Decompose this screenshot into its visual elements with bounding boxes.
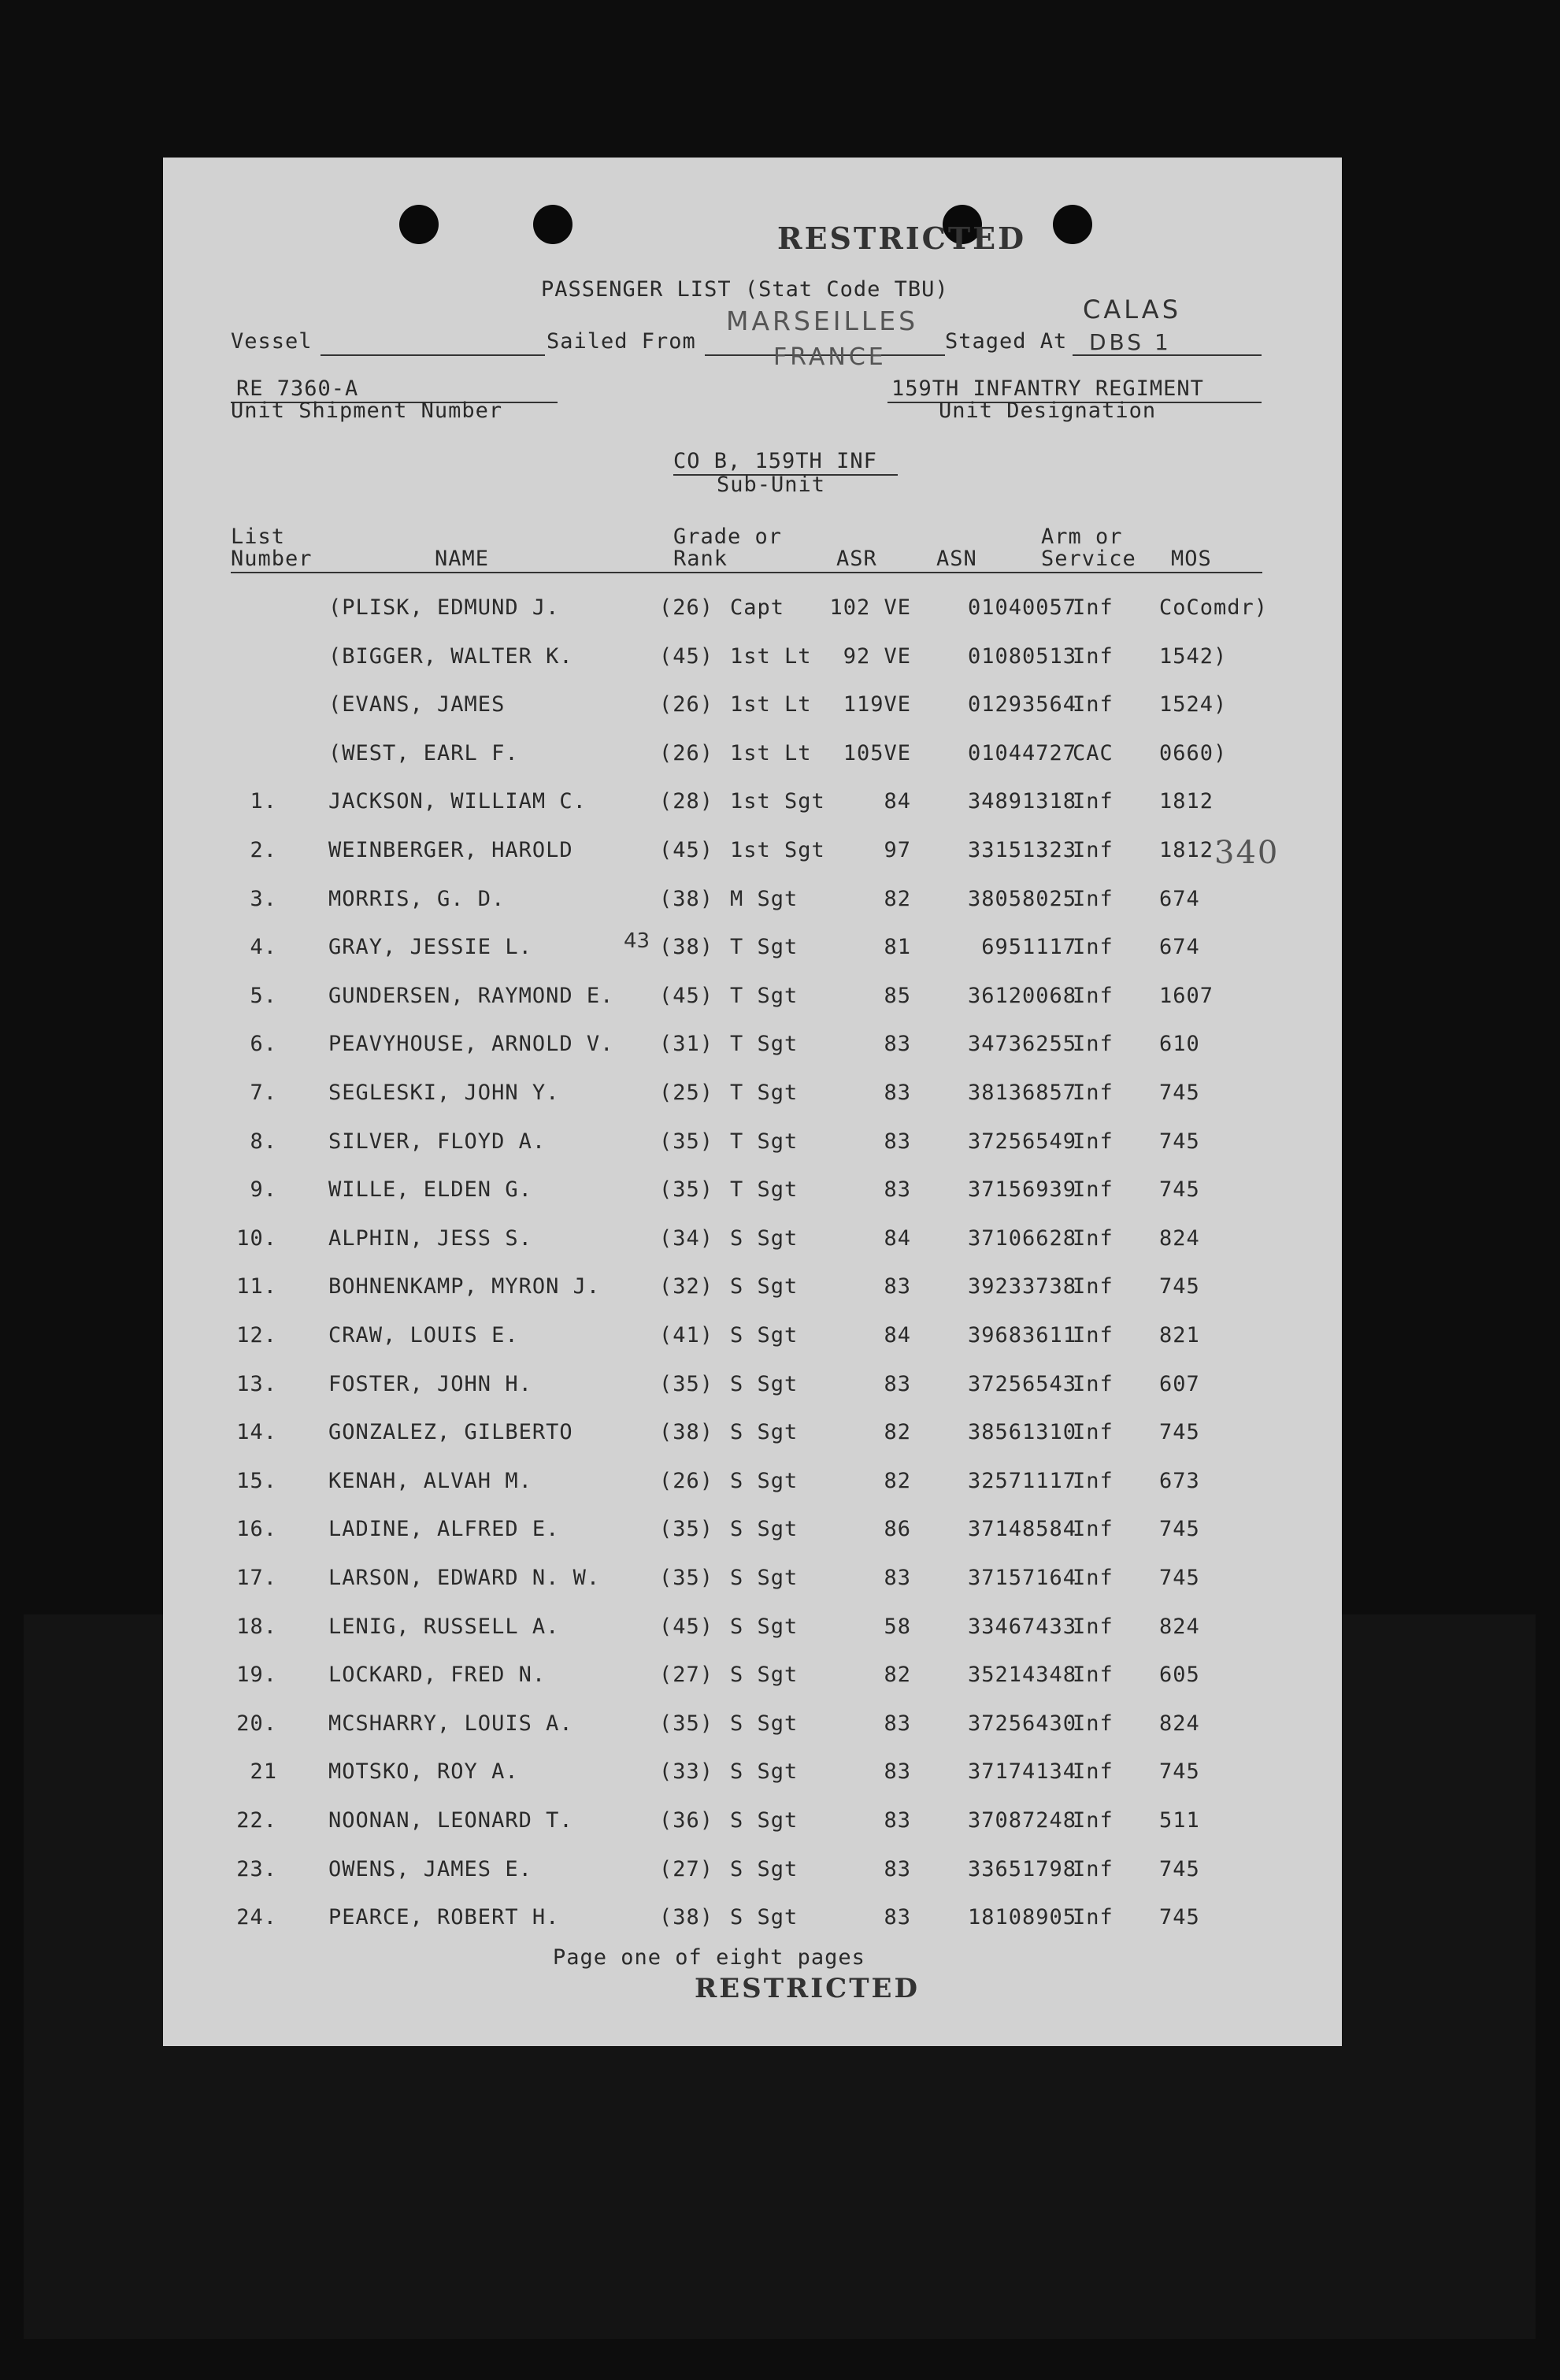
vessel-label: Vessel (231, 329, 313, 354)
passenger-arm: Inf (1073, 692, 1113, 717)
passenger-asr: 83 (884, 1759, 911, 1785)
passenger-mos: 607 (1159, 1371, 1200, 1396)
passenger-asr: 85 (884, 983, 911, 1008)
passenger-arm: Inf (1073, 1517, 1113, 1542)
handwritten-age-correction: 43 (624, 929, 650, 953)
passenger-rank: Capt (730, 595, 785, 620)
passenger-asn: 38058025 (967, 886, 1076, 911)
passenger-name: CRAW, LOUIS E. (328, 1323, 519, 1348)
table-row (163, 692, 1342, 724)
passenger-age: (25) (659, 1081, 714, 1105)
table-row (163, 1663, 1342, 1694)
passenger-asr: 82 (884, 1468, 911, 1493)
passenger-asn: 18108905 (967, 1905, 1076, 1930)
passenger-mos: 1812 (1159, 838, 1214, 862)
table-row (163, 1274, 1342, 1306)
list-number: 14. (236, 1420, 277, 1445)
list-number: 4. (250, 935, 277, 960)
passenger-asr: 86 (884, 1517, 911, 1542)
passenger-age: (38) (659, 1420, 714, 1445)
passenger-arm: Inf (1073, 1905, 1113, 1930)
passenger-name: SILVER, FLOYD A. (328, 1129, 547, 1154)
list-number: 5. (250, 983, 277, 1008)
punch-hole (1053, 205, 1092, 244)
table-row (163, 887, 1342, 918)
table-row (163, 838, 1342, 869)
passenger-age: (35) (659, 1517, 714, 1542)
staged-at-label: Staged At (945, 329, 1068, 354)
passenger-asr: 83 (884, 1905, 911, 1930)
passenger-arm: Inf (1073, 643, 1113, 669)
passenger-asn: 33467433 (967, 1614, 1076, 1639)
passenger-rank: T Sgt (730, 1032, 799, 1057)
passenger-name: MOTSKO, ROY A. (328, 1759, 519, 1785)
passenger-age: (33) (659, 1759, 714, 1785)
col-arm: Arm or (1041, 525, 1123, 549)
passenger-asn: 6951117 (981, 935, 1076, 960)
sailed-from-country: FRANCE (773, 343, 887, 371)
passenger-name: KENAH, ALVAH M. (328, 1468, 532, 1493)
passenger-age: (36) (659, 1808, 714, 1833)
passenger-mos: 745 (1159, 1081, 1200, 1105)
passenger-arm: Inf (1073, 789, 1113, 814)
passenger-name: WILLE, ELDEN G. (328, 1177, 532, 1203)
passenger-mos: 1607 (1159, 983, 1214, 1008)
passenger-asn: 38136857 (967, 1081, 1076, 1105)
passenger-name: MCSHARRY, LOUIS A. (328, 1711, 573, 1736)
passenger-name: WEINBERGER, HAROLD (328, 838, 573, 862)
passenger-name: LADINE, ALFRED E. (328, 1517, 560, 1542)
passenger-asr: 83 (884, 1274, 911, 1299)
staged-at-line (1073, 354, 1262, 356)
passenger-mos: 674 (1159, 886, 1200, 911)
table-row (163, 1905, 1342, 1937)
table-row (163, 1323, 1342, 1355)
list-number: 13. (236, 1371, 277, 1396)
passenger-mos: 0660) (1159, 740, 1228, 766)
header-rule (231, 572, 1262, 573)
passenger-age: (32) (659, 1274, 714, 1299)
passenger-asr: 83 (884, 1371, 911, 1396)
passenger-name: ALPHIN, JESS S. (328, 1225, 532, 1251)
restricted-stamp-bottom: RESTRICTED (695, 1973, 920, 2004)
page-footer: Page one of eight pages (553, 1945, 865, 1970)
list-number: 21 (250, 1759, 277, 1785)
passenger-asr: 81 (884, 935, 911, 960)
passenger-rank: T Sgt (730, 1081, 799, 1105)
passenger-rank: S Sgt (730, 1663, 799, 1688)
table-row (163, 741, 1342, 773)
passenger-mos: 824 (1159, 1614, 1200, 1639)
passenger-asn: 37256549 (967, 1129, 1076, 1154)
passenger-mos: 1524) (1159, 692, 1228, 717)
passenger-arm: Inf (1073, 1032, 1113, 1057)
passenger-asn: 01080513 (967, 643, 1076, 669)
passenger-asr: 84 (884, 1323, 911, 1348)
passenger-name: (PLISK, EDMUND J. (328, 595, 560, 620)
handwritten-margin-number: 340 (1214, 835, 1280, 871)
table-row (163, 1614, 1342, 1646)
passenger-asr: 83 (884, 1566, 911, 1590)
passenger-arm: Inf (1073, 595, 1113, 620)
passenger-mos: 745 (1159, 1420, 1200, 1445)
list-number: 9. (250, 1177, 277, 1203)
passenger-asr: 84 (884, 789, 911, 814)
passenger-mos: 610 (1159, 1032, 1200, 1057)
passenger-asn: 32571117 (967, 1468, 1076, 1493)
passenger-age: (26) (659, 595, 714, 620)
table-row (163, 789, 1342, 821)
passenger-asn: 38561310 (967, 1420, 1076, 1445)
list-number: 3. (250, 886, 277, 911)
list-number: 15. (236, 1468, 277, 1493)
passenger-age: (26) (659, 1468, 714, 1493)
table-row (163, 935, 1342, 966)
passenger-age: (31) (659, 1032, 714, 1057)
unit-shipment-number: RE 7360-A (236, 376, 359, 401)
passenger-asn: 33651798 (967, 1856, 1076, 1881)
table-row (163, 1759, 1342, 1791)
passenger-age: (45) (659, 1614, 714, 1639)
passenger-asr: 102 VE (829, 595, 911, 620)
passenger-asr: 119VE (843, 692, 911, 717)
table-row (163, 984, 1342, 1015)
passenger-arm: Inf (1073, 886, 1113, 911)
punch-hole (533, 205, 572, 244)
document-title: PASSENGER LIST (Stat Code TBU) (541, 277, 949, 302)
passenger-arm: Inf (1073, 1711, 1113, 1736)
passenger-asr: 83 (884, 1711, 911, 1736)
staged-at-value-2: DBS 1 (1089, 329, 1172, 355)
passenger-asn: 37106628 (967, 1225, 1076, 1251)
table-row (163, 1420, 1342, 1451)
passenger-mos: 824 (1159, 1225, 1200, 1251)
list-number: 20. (236, 1711, 277, 1736)
table-row (163, 1226, 1342, 1258)
passenger-mos: 745 (1159, 1517, 1200, 1542)
passenger-name: PEAVYHOUSE, ARNOLD V. (328, 1032, 614, 1057)
unit-designation: 159TH INFANTRY REGIMENT (891, 376, 1204, 401)
passenger-rank: T Sgt (730, 935, 799, 960)
list-number: 12. (236, 1323, 277, 1348)
passenger-rank: 1st Lt (730, 643, 812, 669)
passenger-asn: 34891318 (967, 789, 1076, 814)
passenger-arm: Inf (1073, 1614, 1113, 1639)
passenger-age: (38) (659, 886, 714, 911)
list-number: 19. (236, 1663, 277, 1688)
passenger-age: (38) (659, 935, 714, 960)
passenger-mos: 745 (1159, 1856, 1200, 1881)
passenger-asn: 37256543 (967, 1371, 1076, 1396)
passenger-name: BOHNENKAMP, MYRON J. (328, 1274, 601, 1299)
table-row (163, 1469, 1342, 1500)
passenger-arm: Inf (1073, 838, 1113, 862)
passenger-mos: CoComdr) (1159, 595, 1269, 620)
passenger-rank: S Sgt (730, 1759, 799, 1785)
restricted-stamp-top: RESTRICTED (777, 221, 1027, 256)
passenger-asr: 83 (884, 1177, 911, 1203)
passenger-asr: 97 (884, 838, 911, 862)
list-number: 11. (236, 1274, 277, 1299)
passenger-age: (35) (659, 1566, 714, 1590)
punch-hole (399, 205, 439, 244)
passenger-name: LENIG, RUSSELL A. (328, 1614, 560, 1639)
passenger-list-sheet (163, 158, 1342, 2046)
passenger-rank: T Sgt (730, 1177, 799, 1203)
passenger-name: GRAY, JESSIE L. (328, 935, 532, 960)
table-row (163, 595, 1342, 627)
list-number: 1. (250, 789, 277, 814)
passenger-asn: 36120068 (967, 983, 1076, 1008)
passenger-age: (35) (659, 1177, 714, 1203)
passenger-name: GUNDERSEN, RAYMOND E. (328, 983, 614, 1008)
passenger-mos: 673 (1159, 1468, 1200, 1493)
passenger-asn: 35214348 (967, 1663, 1076, 1688)
passenger-age: (27) (659, 1856, 714, 1881)
passenger-name: JACKSON, WILLIAM C. (328, 789, 587, 814)
col-mos: MOS (1171, 547, 1212, 571)
passenger-mos: 745 (1159, 1759, 1200, 1785)
passenger-mos: 745 (1159, 1129, 1200, 1154)
passenger-asn: 37174134 (967, 1759, 1076, 1785)
passenger-asn: 01040057 (967, 595, 1076, 620)
list-number: 17. (236, 1566, 277, 1590)
passenger-rank: S Sgt (730, 1856, 799, 1881)
col-service: Service (1041, 547, 1136, 571)
passenger-mos: 605 (1159, 1663, 1200, 1688)
passenger-name: FOSTER, JOHN H. (328, 1371, 532, 1396)
list-number: 23. (236, 1856, 277, 1881)
passenger-age: (28) (659, 789, 714, 814)
passenger-asr: 58 (884, 1614, 911, 1639)
col-name: NAME (435, 547, 490, 571)
passenger-asn: 01293564 (967, 692, 1076, 717)
passenger-rank: S Sgt (730, 1517, 799, 1542)
list-number: 6. (250, 1032, 277, 1057)
sub-unit-label: Sub-Unit (717, 473, 826, 497)
passenger-rank: 1st Sgt (730, 838, 825, 862)
list-number: 2. (250, 838, 277, 862)
passenger-asr: 92 VE (843, 643, 911, 669)
passenger-age: (34) (659, 1225, 714, 1251)
passenger-asr: 83 (884, 1856, 911, 1881)
passenger-rank: S Sgt (730, 1225, 799, 1251)
passenger-name: (WEST, EARL F. (328, 740, 519, 766)
passenger-arm: Inf (1073, 1129, 1113, 1154)
passenger-rank: S Sgt (730, 1905, 799, 1930)
list-number: 8. (250, 1129, 277, 1154)
passenger-rank: S Sgt (730, 1274, 799, 1299)
passenger-asn: 37148584 (967, 1517, 1076, 1542)
passenger-age: (35) (659, 1129, 714, 1154)
table-row (163, 1517, 1342, 1548)
passenger-asr: 83 (884, 1129, 911, 1154)
passenger-asn: 01044727 (967, 740, 1076, 766)
passenger-age: (35) (659, 1371, 714, 1396)
table-row (163, 1711, 1342, 1743)
passenger-mos: 821 (1159, 1323, 1200, 1348)
passenger-arm: Inf (1073, 983, 1113, 1008)
passenger-arm: CAC (1073, 740, 1113, 766)
passenger-arm: Inf (1073, 1808, 1113, 1833)
list-number: 16. (236, 1517, 277, 1542)
passenger-rank: S Sgt (730, 1420, 799, 1445)
passenger-age: (45) (659, 838, 714, 862)
passenger-arm: Inf (1073, 1468, 1113, 1493)
unit-shipment-label: Unit Shipment Number (231, 399, 503, 423)
passenger-rank: 1st Sgt (730, 789, 825, 814)
passenger-rank: S Sgt (730, 1323, 799, 1348)
passenger-arm: Inf (1073, 1759, 1113, 1785)
passenger-name: MORRIS, G. D. (328, 886, 506, 911)
passenger-age: (45) (659, 983, 714, 1008)
passenger-name: (BIGGER, WALTER K. (328, 643, 573, 669)
list-number: 22. (236, 1808, 277, 1833)
table-row (163, 644, 1342, 676)
col-list: List (231, 525, 286, 549)
passenger-asr: 83 (884, 1808, 911, 1833)
passenger-arm: Inf (1073, 1225, 1113, 1251)
passenger-arm: Inf (1073, 1566, 1113, 1590)
table-row (163, 1129, 1342, 1161)
staged-at-value: CALAS (1083, 295, 1181, 324)
passenger-arm: Inf (1073, 1177, 1113, 1203)
passenger-name: (EVANS, JAMES (328, 692, 506, 717)
passenger-asn: 39233738 (967, 1274, 1076, 1299)
passenger-mos: 511 (1159, 1808, 1200, 1833)
passenger-asn: 37157164 (967, 1566, 1076, 1590)
passenger-name: NOONAN, LEONARD T. (328, 1808, 573, 1833)
passenger-age: (26) (659, 740, 714, 766)
passenger-age: (41) (659, 1323, 714, 1348)
passenger-name: GONZALEZ, GILBERTO (328, 1420, 573, 1445)
passenger-rank: S Sgt (730, 1371, 799, 1396)
list-number: 10. (236, 1225, 277, 1251)
passenger-name: PEARCE, ROBERT H. (328, 1905, 560, 1930)
col-list-number: Number (231, 547, 313, 571)
col-asr: ASR (836, 547, 877, 571)
passenger-arm: Inf (1073, 1274, 1113, 1299)
vessel-line (321, 354, 545, 356)
passenger-asn: 34736255 (967, 1032, 1076, 1057)
table-row (163, 1857, 1342, 1889)
passenger-rank: S Sgt (730, 1808, 799, 1833)
list-number: 18. (236, 1614, 277, 1639)
sub-unit: CO B, 159TH INF (673, 449, 877, 473)
passenger-arm: Inf (1073, 1323, 1113, 1348)
sailed-from-label: Sailed From (547, 329, 696, 354)
passenger-mos: 1812 (1159, 789, 1214, 814)
table-row (163, 1081, 1342, 1112)
passenger-name: LOCKARD, FRED N. (328, 1663, 547, 1688)
passenger-asr: 82 (884, 1420, 911, 1445)
sailed-from-value: MARSEILLES (726, 306, 919, 336)
passenger-mos: 745 (1159, 1905, 1200, 1930)
passenger-arm: Inf (1073, 1663, 1113, 1688)
passenger-arm: Inf (1073, 1420, 1113, 1445)
passenger-mos: 674 (1159, 935, 1200, 960)
passenger-arm: Inf (1073, 1371, 1113, 1396)
passenger-asr: 105VE (843, 740, 911, 766)
passenger-asn: 37087248 (967, 1808, 1076, 1833)
passenger-rank: S Sgt (730, 1468, 799, 1493)
passenger-rank: 1st Lt (730, 692, 812, 717)
table-row (163, 1808, 1342, 1840)
table-row (163, 1372, 1342, 1403)
passenger-rank: T Sgt (730, 983, 799, 1008)
list-number: 24. (236, 1905, 277, 1930)
passenger-asr: 84 (884, 1225, 911, 1251)
passenger-mos: 1542) (1159, 643, 1228, 669)
col-rank: Rank (673, 547, 728, 571)
list-number: 7. (250, 1081, 277, 1105)
passenger-rank: S Sgt (730, 1566, 799, 1590)
passenger-age: (45) (659, 643, 714, 669)
passenger-mos: 745 (1159, 1566, 1200, 1590)
passenger-name: OWENS, JAMES E. (328, 1856, 532, 1881)
col-asn: ASN (936, 547, 977, 571)
passenger-rank: 1st Lt (730, 740, 812, 766)
passenger-age: (35) (659, 1711, 714, 1736)
table-row (163, 1177, 1342, 1209)
passenger-name: LARSON, EDWARD N. W. (328, 1566, 601, 1590)
unit-designation-label: Unit Designation (939, 399, 1157, 423)
passenger-rank: M Sgt (730, 886, 799, 911)
passenger-arm: Inf (1073, 1856, 1113, 1881)
passenger-asn: 33151323 (967, 838, 1076, 862)
passenger-age: (27) (659, 1663, 714, 1688)
passenger-arm: Inf (1073, 935, 1113, 960)
passenger-name: SEGLESKI, JOHN Y. (328, 1081, 560, 1105)
passenger-asr: 82 (884, 1663, 911, 1688)
passenger-asr: 83 (884, 1032, 911, 1057)
passenger-asr: 83 (884, 1081, 911, 1105)
col-grade: Grade or (673, 525, 783, 549)
passenger-asn: 39683611 (967, 1323, 1076, 1348)
passenger-arm: Inf (1073, 1081, 1113, 1105)
passenger-age: (38) (659, 1905, 714, 1930)
passenger-mos: 745 (1159, 1177, 1200, 1203)
table-row (163, 1566, 1342, 1597)
table-row (163, 1032, 1342, 1063)
passenger-asr: 82 (884, 886, 911, 911)
passenger-asn: 37256430 (967, 1711, 1076, 1736)
passenger-rank: T Sgt (730, 1129, 799, 1154)
passenger-mos: 745 (1159, 1274, 1200, 1299)
passenger-rank: S Sgt (730, 1711, 799, 1736)
passenger-age: (26) (659, 692, 714, 717)
passenger-rank: S Sgt (730, 1614, 799, 1639)
passenger-asn: 37156939 (967, 1177, 1076, 1203)
passenger-mos: 824 (1159, 1711, 1200, 1736)
